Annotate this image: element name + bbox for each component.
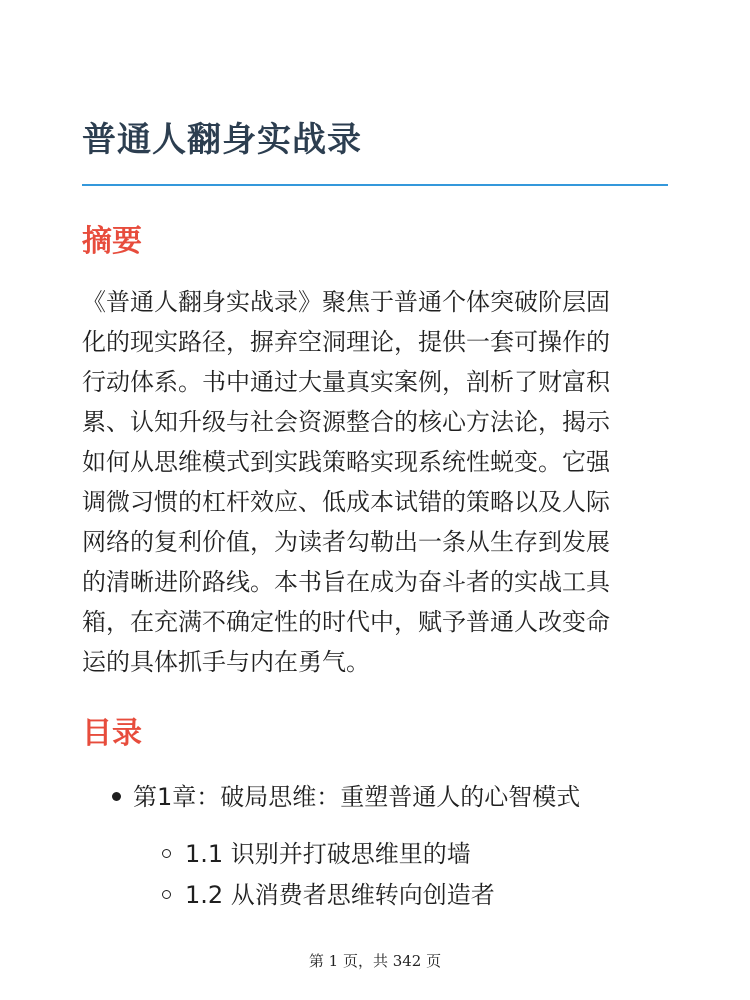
summary-line: 《普通人翻身实战录》聚焦于普通个体突破阶层固 bbox=[82, 288, 610, 316]
bullet-disc-icon bbox=[112, 792, 121, 801]
summary-line: 如何从思维模式到实践策略实现系统性蜕变。它强 bbox=[82, 448, 610, 476]
toc-chapter-label: 第1章：破局思维：重塑普通人的心智模式 bbox=[133, 783, 581, 811]
toc-section-1-2[interactable] bbox=[162, 877, 495, 913]
page-footer: 第 1 页，共 342 页 bbox=[308, 952, 442, 970]
summary-line: 累、认知升级与社会资源整合的核心方法论，揭示 bbox=[82, 408, 610, 436]
summary-line: 调微习惯的杠杆效应、低成本试错的策略以及人际 bbox=[82, 488, 610, 516]
toc-section-1-1[interactable] bbox=[162, 836, 471, 872]
bullet-circle-icon bbox=[162, 849, 171, 858]
summary-heading: 摘要 bbox=[82, 224, 142, 259]
summary-line: 行动体系。书中通过大量真实案例，剖析了财富积 bbox=[82, 368, 610, 396]
toc-heading: 目录 bbox=[82, 716, 142, 751]
bullet-circle-icon bbox=[162, 890, 171, 899]
toc-section-label: 1.2 从消费者思维转向创造者 bbox=[185, 881, 495, 909]
summary-line: 的清晰进阶路线。本书旨在成为奋斗者的实战工具 bbox=[82, 568, 610, 596]
summary-line: 化的现实路径，摒弃空洞理论，提供一套可操作的 bbox=[82, 328, 610, 356]
summary-paragraph bbox=[82, 282, 672, 682]
summary-line: 箱，在充满不确定性的时代中，赋予普通人改变命 bbox=[82, 608, 610, 636]
summary-line: 运的具体抓手与内在勇气。 bbox=[82, 648, 370, 676]
toc-section-label: 1.1 识别并打破思维里的墙 bbox=[185, 840, 471, 868]
toc-chapter-1[interactable] bbox=[112, 779, 580, 815]
title-divider bbox=[82, 184, 668, 186]
summary-line: 网络的复利价值，为读者勾勒出一条从生存到发展 bbox=[82, 528, 610, 556]
page-title: 普通人翻身实战录 bbox=[82, 120, 362, 160]
